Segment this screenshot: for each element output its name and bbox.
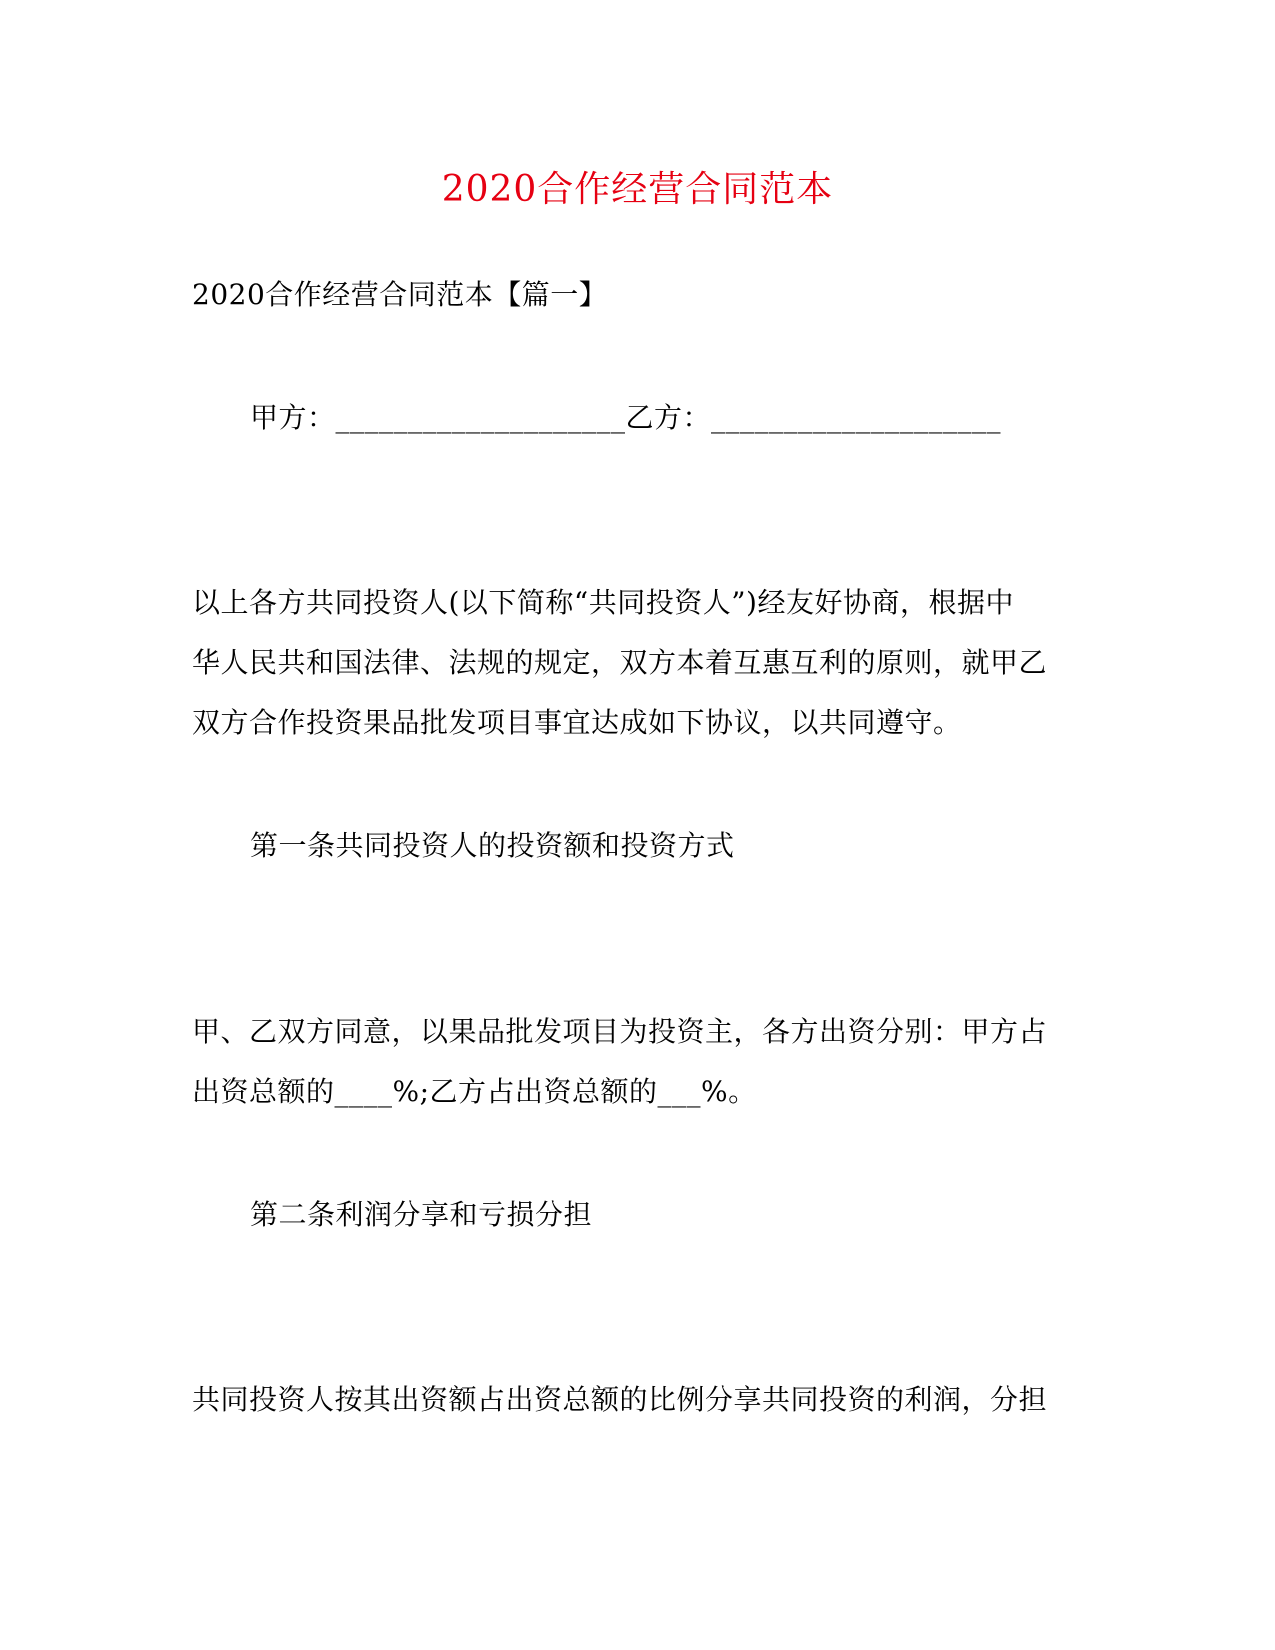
intro-paragraph-line-2: 华人民共和国法律、法规的规定，双方本着互惠互利的原则，就甲乙 [192, 646, 1048, 679]
intro-paragraph-line-3: 双方合作投资果品批发项目事宜达成如下协议，以共同遵守。 [192, 706, 962, 739]
article-1-body-line-2: 出资总额的____%;乙方占出资总额的___%。 [192, 1075, 757, 1108]
article-2-body-line-1: 共同投资人按其出资额占出资总额的比例分享共同投资的利润，分担 [192, 1383, 1048, 1416]
article-1-body-line-1: 甲、乙双方同意，以果品批发项目为投资主，各方出资分别：甲方占 [192, 1015, 1048, 1048]
section-subtitle: 2020合作经营合同范本【篇一】 [192, 278, 608, 311]
document-title: 2020合作经营合同范本 [441, 169, 834, 210]
article-2-heading: 第二条利润分享和亏损分担 [250, 1198, 593, 1231]
intro-paragraph-line-1: 以上各方共同投资人(以下简称“共同投资人”)经友好协商，根据中 [192, 586, 1014, 619]
article-1-heading: 第一条共同投资人的投资额和投资方式 [250, 829, 735, 862]
parties-line: 甲方：____________________乙方：____________________ [250, 401, 1002, 434]
